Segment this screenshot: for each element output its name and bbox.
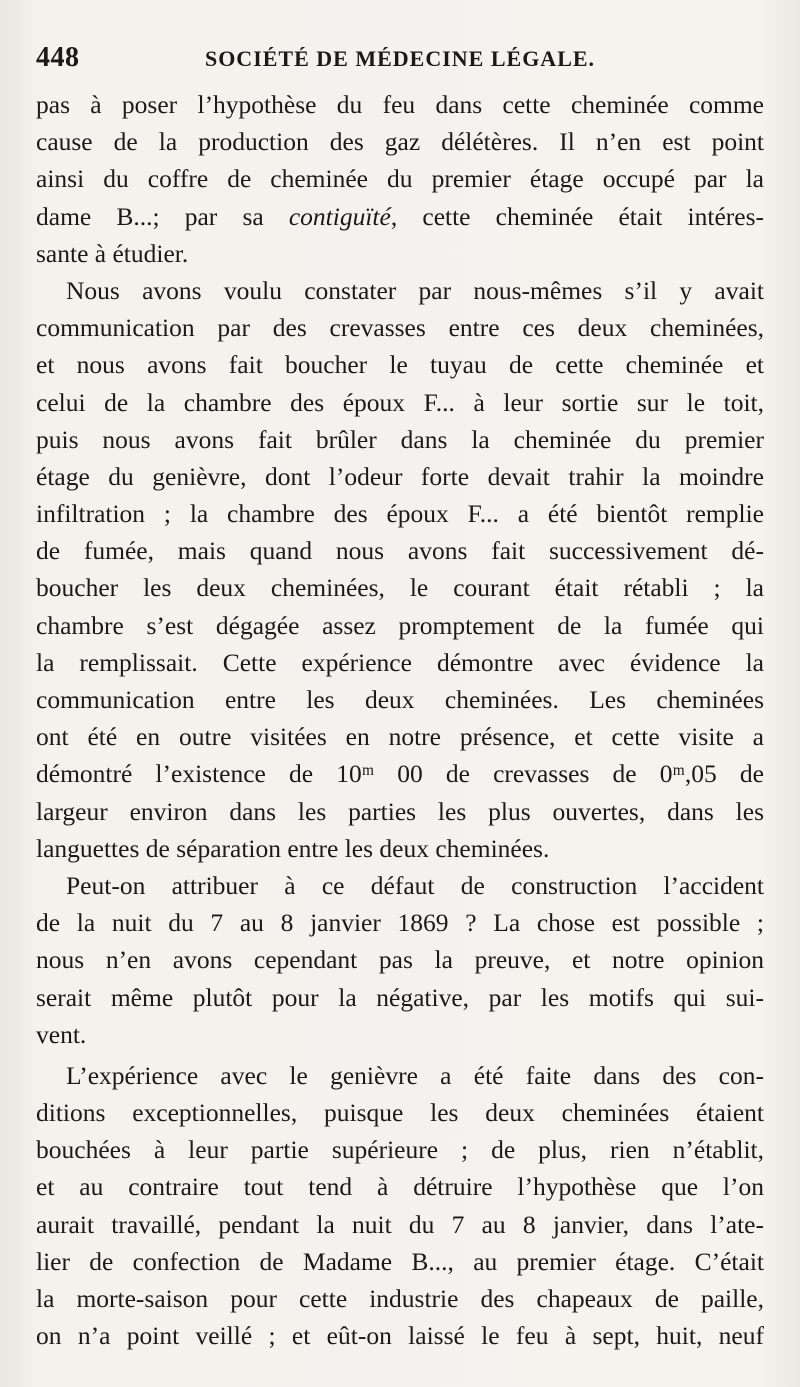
text-line: pas à poser l’hypothèse du feu dans cette cheminée comme: [36, 90, 764, 119]
text-line: puis nous avons fait brûler dans la cheminée du premier: [36, 424, 764, 454]
text-line: démontré l’existence de 10ᵐ 00 de crevasses de 0ᵐ,05 de: [36, 759, 764, 789]
body-text: [36, 86, 764, 1354]
text-line: on n’a point veillé ; et eût-on laissé le feu à sept, huit, neuf: [36, 1321, 764, 1351]
text-line: ainsi du coffre de cheminée du premier étage occupé par la: [36, 164, 764, 194]
text-line: sante à étudier.: [36, 238, 189, 268]
text-line: L’expérience avec le genièvre a été faite dans des con-: [66, 1060, 764, 1090]
text-line: de la nuit du 7 au 8 janvier 1869 ? La chose est possible ;: [36, 908, 764, 938]
paragraph-4: [36, 1057, 764, 1355]
text-line: ont été en outre visitées en notre présence, et cette visite a: [36, 722, 764, 752]
text-line: nous n’en avons cependant pas la preuve, et notre opinion: [36, 945, 764, 975]
italic-word: contiguïté: [288, 201, 391, 231]
text-line: ditions exceptionnelles, puisque les deux cheminées étaient: [36, 1098, 764, 1128]
text-line: et au contraire tout tend à détruire l’hypothèse que l’on: [36, 1172, 764, 1202]
text-line: largeur environ dans les parties les plus ouvertes, dans les: [36, 796, 764, 826]
text-line: chambre s’est dégagée assez promptement de la fumée qui: [36, 610, 764, 640]
text-line: bouchées à leur partie supérieure ; de plus, rien n’établit,: [36, 1135, 764, 1165]
text-line-with-italic: dame B...; par sa contiguïté, cette cheminée était intéres-: [36, 201, 764, 231]
text-line: Peut-on attribuer à ce défaut de construction l’accident: [66, 870, 764, 900]
running-head: [30, 42, 770, 76]
running-head-title: SOCIÉTÉ DE MÉDECINE LÉGALE.: [204, 46, 596, 71]
text-line: celui de la chambre des époux F... à leur sortie sur le toit,: [36, 387, 764, 417]
text-line: de fumée, mais quand nous avons fait successivement dé-: [36, 536, 764, 566]
text-line: cause de la production des gaz délétères. Il n’en est point: [36, 127, 764, 157]
text-line: communication par des crevasses entre ces deux cheminées,: [36, 313, 764, 343]
paragraph-1: [36, 86, 764, 272]
page-number: 448: [36, 42, 80, 73]
text-line: vent.: [36, 1019, 87, 1049]
paragraph-2: [36, 272, 764, 867]
text-line: et nous avons fait boucher le tuyau de cette cheminée et: [36, 350, 764, 380]
text-line: boucher les deux cheminées, le courant était rétabli ; la: [36, 573, 764, 603]
text-line: lier de confection de Madame B..., au premier étage. C’était: [36, 1246, 764, 1276]
text-line: étage du genièvre, dont l’odeur forte devait trahir la moindre: [36, 461, 764, 491]
text-line: la morte-saison pour cette industrie des chapeaux de paille,: [36, 1284, 764, 1313]
text-line: languettes de séparation entre les deux cheminées.: [36, 833, 550, 863]
paragraph-3: [36, 867, 764, 1053]
text-line: serait même plutôt pour la négative, par les motifs qui sui-: [36, 982, 764, 1012]
text-line: aurait travaillé, pendant la nuit du 7 au 8 janvier, dans l’ate-: [36, 1209, 764, 1239]
text-line: infiltration ; la chambre des époux F... a été bientôt remplie: [36, 499, 764, 529]
text-line: communication entre les deux cheminées. Les cheminées: [36, 685, 764, 714]
text-line: Nous avons voulu constater par nous-mêmes s’il y avait: [66, 275, 764, 305]
text-line: la remplissait. Cette expérience démontre avec évidence la: [36, 647, 764, 677]
